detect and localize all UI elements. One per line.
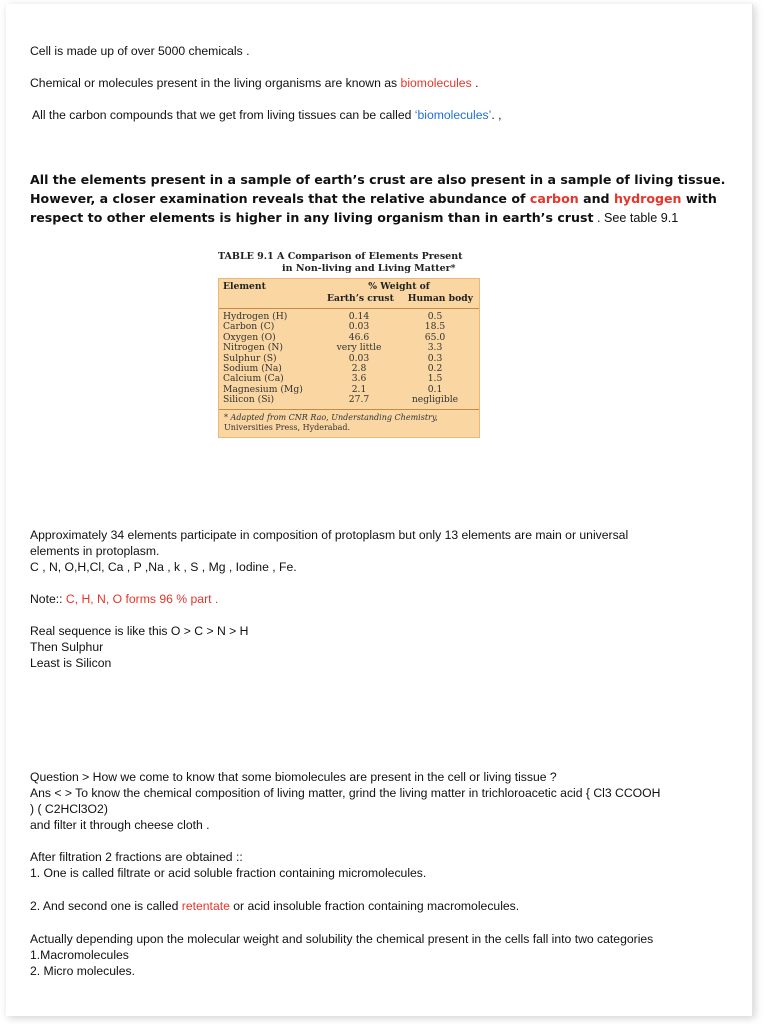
- filtration-line-3-text: 2. And second one is called: [30, 899, 182, 913]
- crust-and: and: [578, 191, 614, 206]
- answer-line-3: and filter it through cheese cloth .: [30, 818, 210, 832]
- body-cell: 3.3: [427, 342, 443, 354]
- body-cell: 0.1: [427, 383, 443, 395]
- crust-line-3-text: respect to other elements is higher in any living organism than in earth’s crust: [30, 210, 594, 225]
- intro-line-2-text: Chemical or molecules present in the living organisms are known as: [30, 76, 401, 90]
- crust-cell: very little: [336, 342, 382, 354]
- footnote-line-2: [224, 423, 474, 433]
- element-cell: Oxygen (O): [223, 331, 276, 343]
- biomolecules-term: biomolecules: [400, 76, 472, 90]
- crust-cell: 3.6: [351, 373, 367, 385]
- filtration-line-1: After filtration 2 fractions are obtained ::: [30, 850, 243, 864]
- element-cell: Magnesium (Mg): [223, 383, 303, 395]
- protoplasm-line-2: elements in protoplasm.: [30, 544, 160, 558]
- categories-line-2: 1.Macromolecules: [30, 948, 129, 962]
- element-cell: Calcium (Ca): [223, 373, 284, 385]
- header-subcolumns: [323, 293, 475, 305]
- note-line: [30, 592, 218, 607]
- crust-line-1: All the elements present in a sample of earth’s crust are also present in a sample of living tissue.: [30, 172, 726, 187]
- crust-cell: 2.1: [351, 383, 367, 395]
- crust-cell: 0.14: [348, 311, 370, 322]
- body-cell: 18.5: [424, 321, 446, 333]
- carbon-term: carbon: [529, 191, 579, 206]
- note-text: C, H, N, O forms 96 % part .: [65, 592, 219, 606]
- biomolecules-quoted-term: ‘biomolecules’: [414, 108, 492, 122]
- retentate-term: retentate: [181, 899, 230, 913]
- intro-line-3-text: All the carbon compounds that we get from living tissues can be called: [32, 108, 415, 122]
- element-cell: Nitrogen (N): [223, 342, 283, 354]
- table-caption-line-1: TABLE 9.1 A Comparison of Elements Present: [218, 251, 463, 262]
- body-cell: 0.5: [427, 311, 443, 322]
- body-cell: negligible: [411, 394, 459, 406]
- body-cell: 65.0: [424, 331, 446, 343]
- body-cell: 1.5: [427, 373, 443, 385]
- crust-cell: 46.6: [348, 331, 370, 343]
- note-label: Note::: [30, 592, 66, 606]
- crust-line-2: [30, 189, 717, 208]
- element-cell: Sodium (Na): [223, 363, 282, 375]
- question-line: Question > How we come to know that some biomolecules are present in the cell or living tissue ?: [30, 770, 557, 784]
- header-earth-crust: Earth’s crust: [327, 293, 394, 304]
- table-footnote: [219, 410, 479, 437]
- sequence-line-3: Least is Silicon: [30, 656, 112, 670]
- protoplasm-line-1: Approximately 34 elements participate in composition of protoplasm but only 13 elements are main or universal: [30, 528, 629, 542]
- intro-line-2-end: .: [471, 76, 479, 90]
- answer-line-2: ) ( C2HCl3O2): [30, 802, 108, 816]
- header-element: Element: [223, 281, 266, 292]
- sequence-line-1: Real sequence is like this O > C > N > H: [30, 624, 249, 638]
- crust-cell: 0.03: [348, 352, 370, 364]
- element-cell: Sulphur (S): [223, 352, 277, 364]
- elements-list: C , N, O,H,Cl, Ca , P ,Na , k , S , Mg , Iodine , Fe.: [30, 560, 297, 574]
- filtration-line-3-end: or acid insoluble fraction containing macromolecules.: [229, 899, 520, 913]
- table-body: [219, 309, 479, 410]
- table-row: [219, 395, 479, 405]
- elements-table: [218, 278, 480, 438]
- table-figure: [218, 251, 484, 438]
- hydrogen-term: hydrogen: [613, 191, 682, 206]
- crust-cell: 0.03: [348, 321, 370, 333]
- intro-line-3-end: . ,: [491, 108, 502, 122]
- categories-line-1: Actually depending upon the molecular weight and solubility the chemical present in the cells fall into two categories: [30, 932, 654, 946]
- header-weight-group: [323, 281, 475, 305]
- crust-line-2-end: with: [681, 191, 717, 206]
- crust-line-2-text: However, a closer examination reveals that the relative abundance of: [30, 191, 530, 206]
- header-weight: % Weight of: [368, 281, 430, 292]
- body-cell: 0.3: [427, 352, 443, 364]
- intro-line-3: [32, 108, 501, 123]
- header-human-body: Human body: [407, 293, 473, 304]
- element-cell: Hydrogen (H): [223, 311, 288, 322]
- table-header: [219, 279, 479, 309]
- document-page: [6, 4, 753, 1016]
- table-caption-line-2: in Non-living and Living Matter*: [282, 263, 456, 274]
- crust-line-3: [30, 208, 678, 228]
- intro-line-2: [30, 76, 478, 91]
- sequence-line-2: Then Sulphur: [30, 640, 104, 654]
- table-reference: . See table 9.1: [593, 211, 679, 225]
- footnote-line-2-text: Universities Press, Hyderabad.: [224, 422, 351, 432]
- intro-line-1: Cell is made up of over 5000 chemicals .: [30, 44, 250, 58]
- body-cell: 0.2: [427, 363, 443, 375]
- crust-cell: 27.7: [348, 394, 370, 406]
- filtration-line-3: [30, 899, 519, 914]
- categories-line-3: 2. Micro molecules.: [30, 964, 135, 978]
- footnote-line-1: * Adapted from CNR Rao, Understanding Chemistry,: [224, 412, 438, 422]
- element-cell: Carbon (C): [223, 321, 275, 333]
- filtration-line-2: 1. One is called filtrate or acid soluble fraction containing micromolecules.: [30, 866, 427, 880]
- crust-cell: 2.8: [351, 363, 367, 375]
- element-cell: Silicon (Si): [223, 394, 275, 406]
- answer-line-1: Ans < > To know the chemical composition of living matter, grind the living matter in trichloroacetic acid { Cl3 CCOOH: [30, 786, 661, 800]
